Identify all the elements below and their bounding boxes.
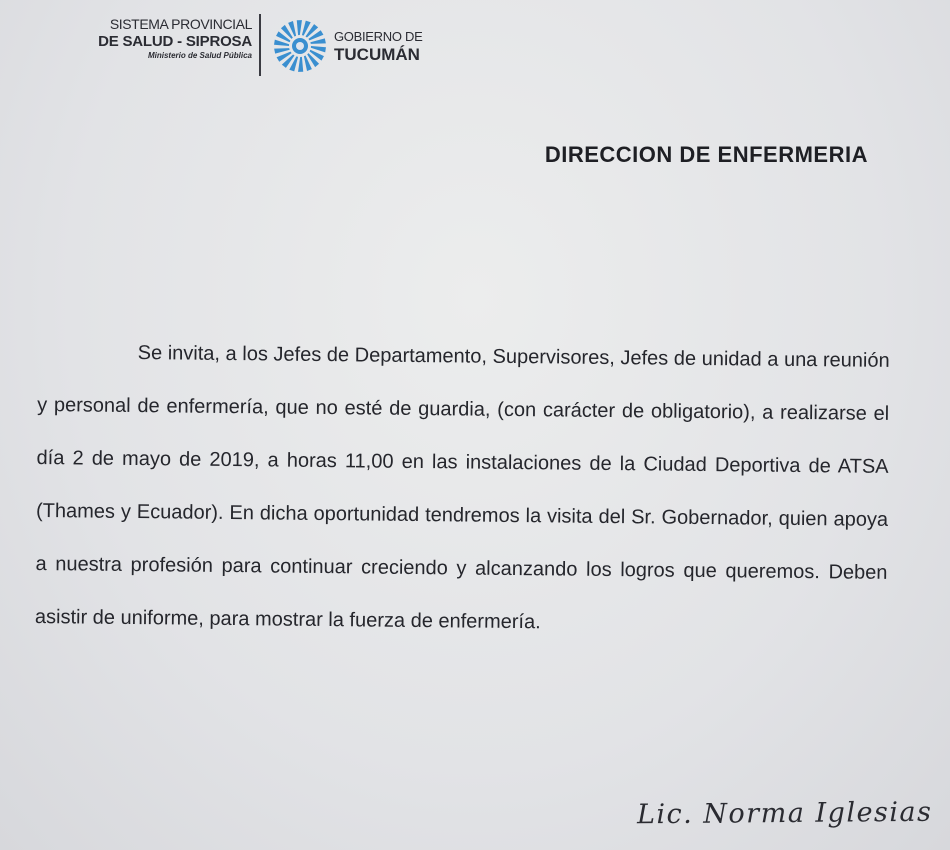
siprosa-logo-text <box>92 16 252 62</box>
gobierno-tucuman-logo-text <box>334 29 422 64</box>
tucuman-sun-emblem-icon <box>272 18 328 74</box>
emblem-ray <box>274 48 290 54</box>
document-title: DIRECCION DE ENFERMERIA <box>544 142 868 167</box>
document-body: Se invita, a los Jefes de Departamento, Supervisores, Jefes de unidad a una reunión y personal de enfermería, que no esté de guardia, (con carácter de obligatorio), a realizarse el día 2 de mayo de 2019, a horas 11,00 en las instalaciones de la Ciudad Deportiva de ATSA (Thames y Ecuador). En dicha oportunidad tendremos la visita del Sr. Gobernador, quien apoya a nuestra profesión para continuar creciendo y alcanzando los logros que queremos. Deben asistir de uniforme, para mostrar la fuerza de enfermería. <box>34 342 890 634</box>
siprosa-line-1: SISTEMA PROVINCIAL <box>109 16 252 32</box>
logo-divider <box>259 14 261 76</box>
letterhead <box>92 14 452 84</box>
signature: Lic. Norma Iglesias <box>636 796 933 831</box>
gov-line-2: TUCUMÁN <box>334 45 420 64</box>
emblem-ray <box>298 57 303 72</box>
emblem-ray <box>297 20 302 35</box>
gov-line-1: GOBIERNO DE <box>334 29 423 44</box>
siprosa-line-2: DE SALUD - SIPROSA <box>98 33 252 50</box>
siprosa-line-3: Ministerio de Salud Pública <box>147 51 252 60</box>
emblem-ray <box>310 38 326 44</box>
